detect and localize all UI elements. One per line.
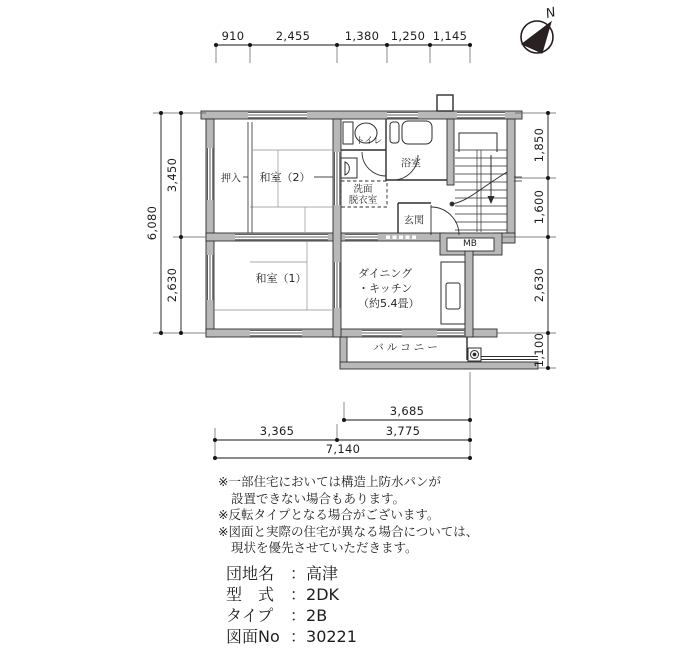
info-colon: ： <box>290 606 307 625</box>
room-label-washitsu1: 和室（1） <box>255 272 307 285</box>
sink-icon <box>341 158 357 178</box>
info-colon: ： <box>290 585 307 604</box>
info-value-katashiki: 2DK <box>306 585 340 604</box>
dim-left-upper: 3,450 <box>165 157 179 193</box>
dim-top-1: 910 <box>221 29 245 43</box>
note-line-1: ※一部住宅においては構造上防水パンが <box>218 474 441 489</box>
room-label-bath: 浴室 <box>401 158 421 170</box>
compass-icon <box>521 21 553 53</box>
wall-stair-left <box>447 119 454 185</box>
room-label-toilet: トイレ <box>355 136 383 147</box>
note-line-4: ※図面と実際の住宅が異なる場合については、 <box>218 523 479 539</box>
info-row-type <box>226 605 357 626</box>
dim-left-lower: 2,630 <box>165 267 179 303</box>
dk-line-1: ダイニング <box>358 267 413 280</box>
dim-right-4: 1,100 <box>532 332 546 368</box>
wall-balcony-bottom <box>340 362 538 369</box>
bathtub-icon <box>390 121 432 144</box>
wall-dk-right <box>465 251 473 337</box>
note-line-2: 設置できない場合もあります。 <box>231 490 406 506</box>
dim-top-5: 1,145 <box>432 29 468 43</box>
info-label-type: タイプ <box>226 606 274 625</box>
dim-bottom-right: 3,775 <box>385 424 421 438</box>
compass-north-label: N <box>544 5 558 22</box>
stair-start-dot <box>450 202 455 207</box>
room-label-oshiire: 押入 <box>221 173 241 185</box>
info-label-danchi: 団地名 <box>226 564 275 583</box>
dim-bottom-left: 3,365 <box>259 424 295 438</box>
info-value-danchi: 高津 <box>306 564 339 583</box>
roof-vent-box <box>437 95 453 111</box>
info-label-katashiki: 型 式 <box>226 585 275 604</box>
kitchen-counter-icon <box>441 262 465 324</box>
staircase <box>450 133 507 232</box>
notes-block <box>218 474 478 557</box>
info-colon: ： <box>290 627 307 646</box>
wall-right <box>507 119 515 237</box>
room-label-balcony: バルコニー <box>373 341 441 354</box>
dim-bottom-balcony: 3,685 <box>389 404 425 418</box>
dim-left-total: 6,080 <box>145 205 159 241</box>
dim-bottom-total: 7,140 <box>325 442 361 456</box>
washroom-line-1: 洗面 <box>353 184 373 195</box>
info-label-zumen-no: 図面No <box>226 627 280 646</box>
room-label-washroom <box>349 184 378 206</box>
note-line-3: ※反転タイプとなる場合がございます。 <box>218 507 440 522</box>
dk-line-2: ・キッチン <box>358 282 413 295</box>
stair-direction-line <box>452 172 507 204</box>
front-door-arc <box>431 207 459 235</box>
dim-right-3: 2,630 <box>532 267 546 303</box>
info-value-type: 2B <box>306 606 328 625</box>
info-row-danchi <box>226 563 357 584</box>
dim-top-2: 2,455 <box>275 29 311 43</box>
dim-top-4: 1,250 <box>390 29 426 43</box>
room-label-mb: MB <box>463 239 477 249</box>
toilet-door <box>362 152 386 176</box>
info-colon: ： <box>290 564 307 583</box>
washroom-line-2: 脱衣室 <box>348 195 378 206</box>
drain-icon <box>468 348 481 361</box>
room-label-genkan: 玄関 <box>404 215 424 227</box>
room-label-washitsu2: 和室（2） <box>259 171 311 184</box>
room-label-dk <box>358 266 420 311</box>
dim-top-3: 1,380 <box>344 29 380 43</box>
info-row-katashiki <box>226 584 357 605</box>
info-value-zumen-no: 30221 <box>306 627 357 646</box>
dim-right-2: 1,600 <box>532 189 546 225</box>
dim-right-1: 1,850 <box>532 127 546 163</box>
stair-arrow <box>488 196 495 204</box>
info-row-zumen-no <box>226 626 357 647</box>
note-line-5: 現状を優先させていただきます。 <box>231 540 418 555</box>
dk-line-3: （約5.4畳） <box>358 297 420 310</box>
property-info-block <box>226 563 357 647</box>
